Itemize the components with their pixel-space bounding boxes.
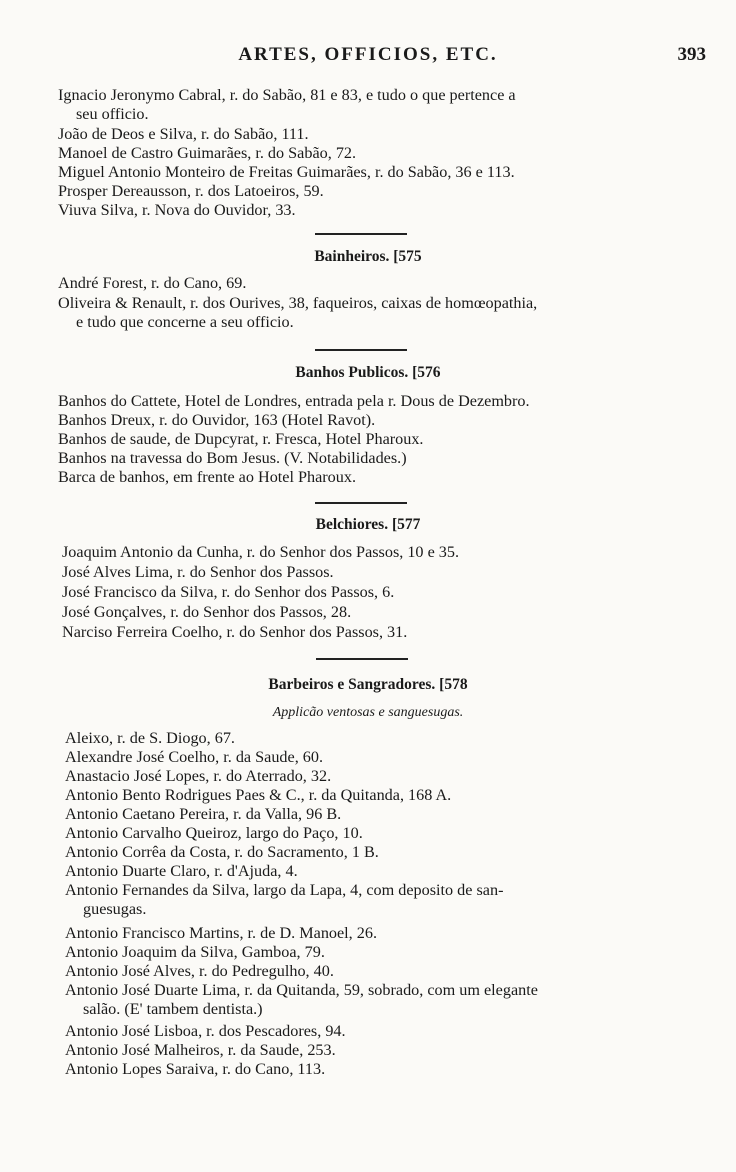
list-item: Banhos Dreux, r. do Ouvidor, 163 (Hotel Ravot). — [58, 411, 376, 429]
section-divider — [316, 658, 408, 660]
list-item: José Francisco da Silva, r. do Senhor dos Passos, 6. — [62, 583, 395, 601]
list-item: Antonio Bento Rodrigues Paes & C., r. da Quitanda, 168 A. — [65, 786, 452, 804]
list-item: Antonio Fernandes da Silva, largo da Lapa, 4, com deposito de san- guesugas. — [65, 881, 504, 919]
list-item: Antonio José Alves, r. do Pedregulho, 40. — [65, 962, 334, 980]
page-header — [0, 44, 736, 72]
list-item: Narciso Ferreira Coelho, r. do Senhor dos Passos, 31. — [62, 623, 408, 641]
list-item: José Gonçalves, r. do Senhor dos Passos, 28. — [62, 603, 352, 621]
list-item: Prosper Dereausson, r. dos Latoeiros, 59. — [58, 182, 324, 200]
list-item: Joaquim Antonio da Cunha, r. do Senhor dos Passos, 10 e 35. — [62, 543, 460, 561]
list-item: Barca de banhos, em frente ao Hotel Pharoux. — [58, 468, 357, 486]
list-item: Ignacio Jeronymo Cabral, r. do Sabão, 81 e 83, e tudo o que pertence a seu officio. — [58, 86, 516, 124]
list-item: Miguel Antonio Monteiro de Freitas Guimarães, r. do Sabão, 36 e 113. — [58, 163, 515, 181]
list-item: Alexandre José Coelho, r. da Saude, 60. — [65, 748, 324, 766]
section-divider — [315, 349, 407, 351]
list-item: Antonio José Malheiros, r. da Saude, 253. — [65, 1041, 336, 1059]
list-item: Aleixo, r. de S. Diogo, 67. — [65, 729, 235, 747]
list-item: Anastacio José Lopes, r. do Aterrado, 32. — [65, 767, 332, 785]
page-number: 393 — [677, 44, 706, 65]
section-heading-barbeiros: Barbeiros e Sangradores. [578 — [268, 676, 468, 693]
running-head: ARTES, OFFICIOS, ETC. — [238, 44, 498, 65]
list-item: Antonio José Duarte Lima, r. da Quitanda, 59, sobrado, com um elegante salão. (E' tambem dentista.) — [65, 981, 538, 1019]
list-item: José Alves Lima, r. do Senhor dos Passos. — [62, 563, 334, 581]
section-heading-bainheiros: Bainheiros. [575 — [314, 248, 422, 265]
section-heading-banhos-publicos: Banhos Publicos. [576 — [295, 364, 441, 381]
section-subheading: Applicão ventosas e sanguesugas. — [272, 705, 464, 720]
section-heading-belchiores: Belchiores. [577 — [315, 516, 421, 533]
list-item: Banhos de saude, de Dupcyrat, r. Fresca, Hotel Pharoux. — [58, 430, 424, 448]
list-item: João de Deos e Silva, r. do Sabão, 111. — [58, 125, 309, 143]
list-item: Oliveira & Renault, r. dos Ourives, 38, faqueiros, caixas de homœopathia, e tudo que concerne a seu officio. — [58, 294, 538, 332]
list-item: Antonio Francisco Martins, r. de D. Manoel, 26. — [65, 924, 378, 942]
list-item: Antonio Duarte Claro, r. d'Ajuda, 4. — [65, 862, 298, 880]
section-divider — [315, 233, 407, 235]
list-item: Banhos na travessa do Bom Jesus. (V. Notabilidades.) — [58, 449, 407, 467]
section-divider — [315, 502, 407, 504]
list-item: Viuva Silva, r. Nova do Ouvidor, 33. — [58, 201, 296, 219]
list-item: Antonio Joaquim da Silva, Gamboa, 79. — [65, 943, 325, 961]
list-item: Antonio José Lisboa, r. dos Pescadores, 94. — [65, 1022, 346, 1040]
list-item: André Forest, r. do Cano, 69. — [58, 274, 247, 292]
list-item: Antonio Caetano Pereira, r. da Valla, 96 B. — [65, 805, 342, 823]
list-item: Antonio Carvalho Queiroz, largo do Paço, 10. — [65, 824, 363, 842]
list-item: Antonio Corrêa da Costa, r. do Sacramento, 1 B. — [65, 843, 379, 861]
list-item: Manoel de Castro Guimarães, r. do Sabão, 72. — [58, 144, 357, 162]
list-item: Banhos do Cattete, Hotel de Londres, entrada pela r. Dous de Dezembro. — [58, 392, 530, 410]
list-item: Antonio Lopes Saraiva, r. do Cano, 113. — [65, 1060, 326, 1078]
